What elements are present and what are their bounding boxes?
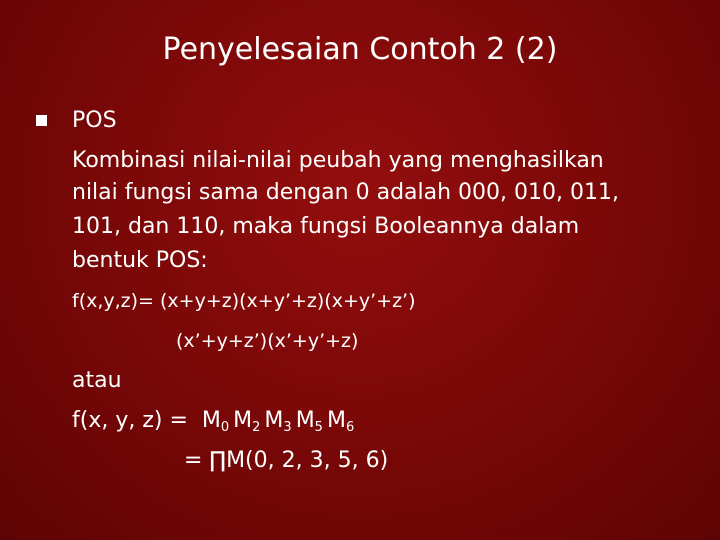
bullet-square-icon [36, 115, 47, 126]
description-line-2: nilai fungsi sama dengan 0 adalah 000, 010, 011, [72, 180, 619, 205]
connector-text: atau [72, 368, 122, 393]
formula-line-4 [72, 446, 388, 476]
maxterm-3: $M_3$ [264, 408, 292, 435]
description-line-1: Kombinasi nilai-nilai peubah yang menghasilkan [72, 148, 604, 173]
description-line-4: bentuk POS: [72, 248, 208, 273]
maxterm-5: $M_5$ [295, 408, 323, 435]
formula-line-1: f(x,y,z)= (x+y+z)(x+y’+z)(x+y’+z’) [72, 290, 416, 312]
formula-line-2: (x’+y+z’)(x’+y’+z) [176, 330, 359, 352]
maxterm-6: $M_6$ [326, 408, 355, 435]
description-line-3: 101, dan 110, maka fungsi Booleannya dalam [72, 214, 580, 239]
maxterm-2: $M_2$ [233, 408, 261, 435]
slide-title: Penyelesaian Contoh 2 (2) [162, 32, 558, 67]
maxterm-0: $M_0$ [201, 408, 230, 435]
product-of-maxterms: = ∏M(0, 2, 3, 5, 6) [184, 448, 389, 473]
bullet-heading: POS [72, 108, 117, 133]
formula-line-3-prefix: f(x, y, z) = [72, 408, 202, 433]
formula-line-3 [72, 406, 354, 436]
